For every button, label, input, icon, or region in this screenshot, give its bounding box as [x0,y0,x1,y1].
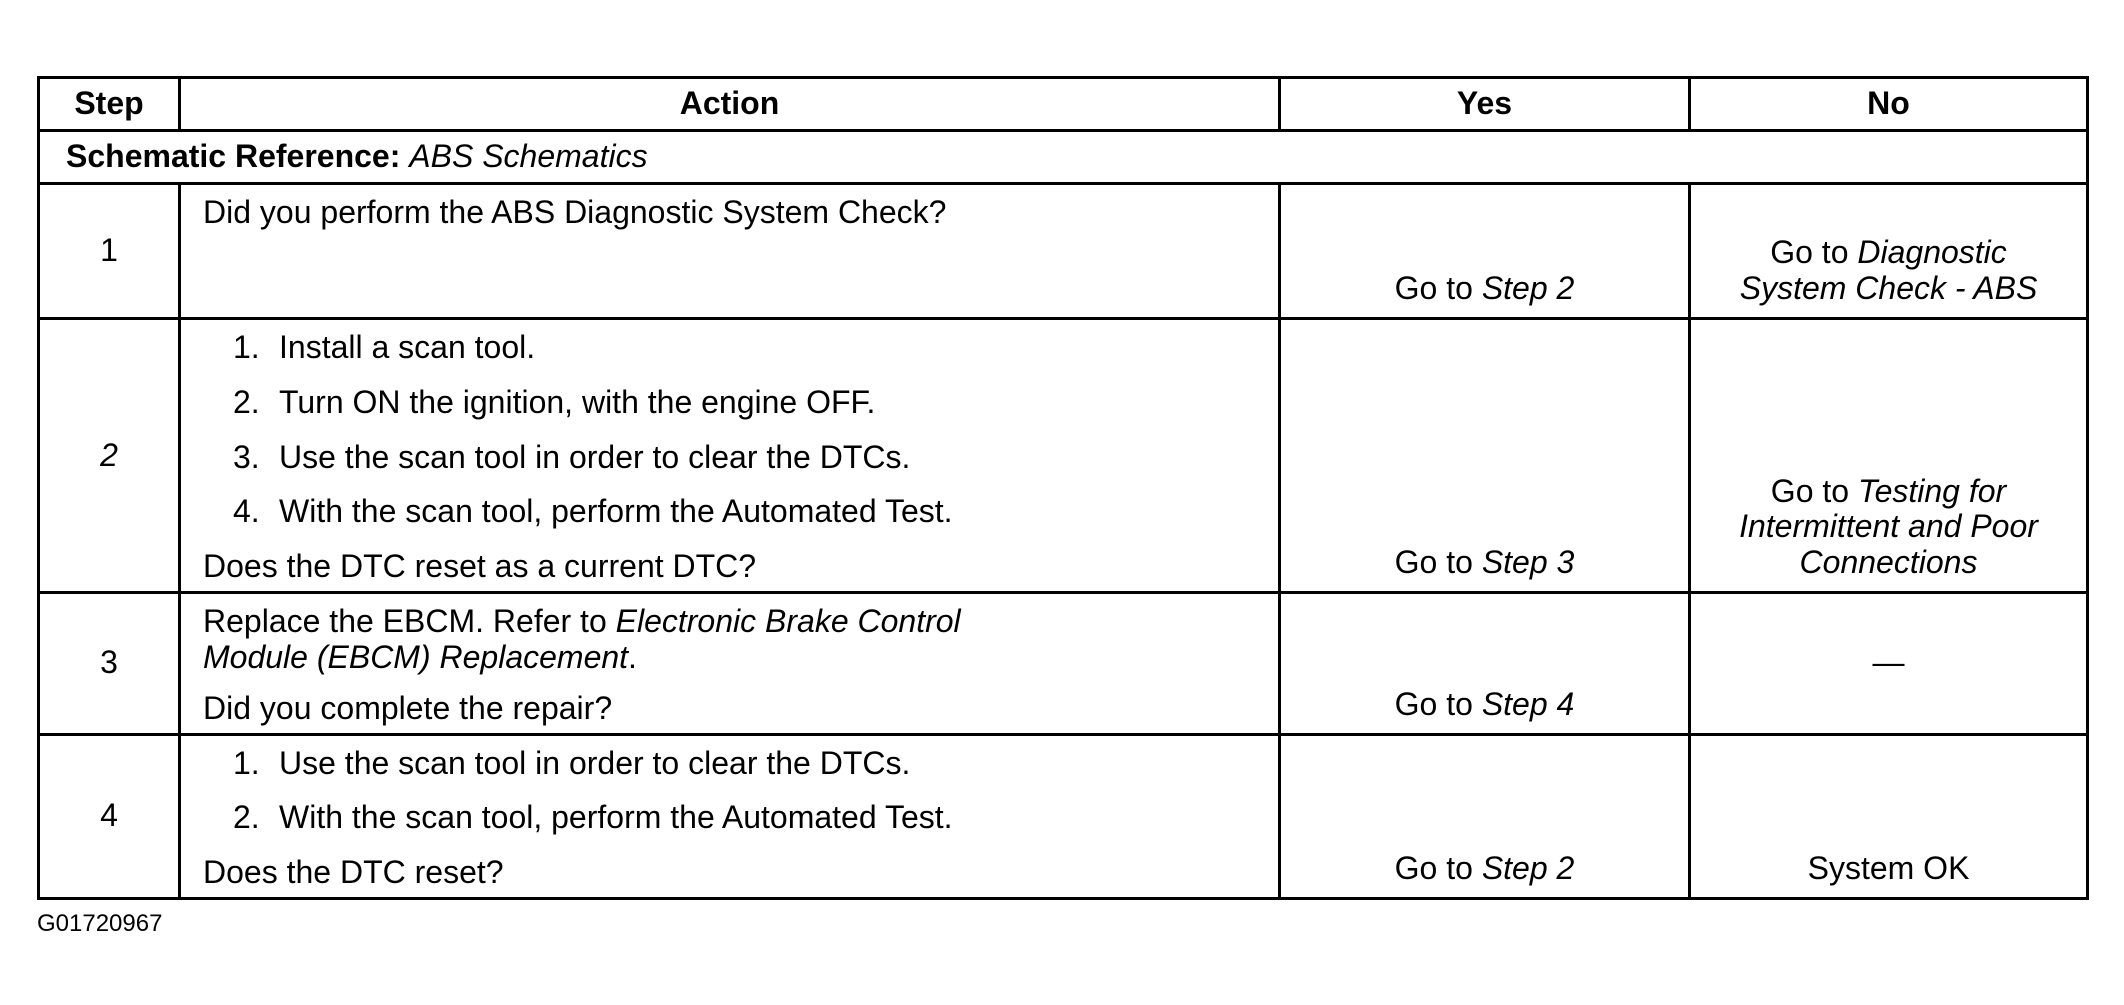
step-number: 3 [39,593,180,734]
list-item-text: With the scan tool, perform the Automated Test. [279,493,953,530]
document-id: G01720967 [37,910,163,937]
header-yes: Yes [1280,78,1690,131]
header-no: No [1690,78,2088,131]
table-row-step-3 [39,593,2088,734]
yes-cell [1280,593,1690,734]
list-item [203,330,1262,366]
action-line [203,604,1262,640]
no-cell [1690,593,2088,734]
list-item-number: 1. [233,744,260,781]
no-prefix: Go to [1770,234,1849,271]
yes-cell [1280,184,1690,319]
action-suffix: . [628,638,637,675]
list-item-text: Install a scan tool. [279,329,536,365]
action-cell [180,734,1280,898]
table-row-step-2 [39,319,2088,593]
step-number: 4 [39,734,180,898]
schematic-reference-cell [39,131,2088,184]
yes-prefix: Go to [1394,270,1473,307]
list-item-number: 3. [233,438,260,475]
yes-cell [1280,734,1690,898]
action-text: Replace the EBCM. Refer to [203,603,607,640]
no-link-system-check[interactable]: System Check - ABS [1739,270,2038,307]
yes-prefix: Go to [1394,685,1473,722]
schematic-reference-link[interactable]: ABS Schematics [409,138,648,175]
yes-step-link[interactable]: Step 2 [1481,270,1575,307]
no-prefix: Go to [1770,472,1850,509]
yes-prefix: Go to [1394,850,1473,887]
list-item [203,440,1262,476]
list-item-text: Turn ON the ignition, with the engine OFF. [279,383,876,420]
no-cell [1690,319,2088,593]
no-value-dash: — [1872,644,1905,681]
diagnostic-table [37,76,2089,900]
yes-step-link[interactable]: Step 2 [1481,850,1575,887]
no-link-intermittent[interactable]: Intermittent and Poor [1739,508,2038,545]
table-row-step-4 [39,734,2088,898]
action-cell [180,319,1280,593]
schematic-reference-label: Schematic Reference: [66,138,401,175]
list-item-number: 4. [233,493,260,530]
step-number: 2 [39,319,180,593]
action-line [203,640,1262,676]
action-cell [180,184,1280,319]
header-action: Action [180,78,1280,131]
no-value: System OK [1807,850,1970,887]
yes-prefix: Go to [1394,544,1473,581]
no-cell [1690,734,2088,898]
list-item [203,800,1262,836]
no-cell [1690,184,2088,319]
schematic-reference-row [39,131,2088,184]
header-step: Step [39,78,180,131]
action-cell [180,593,1280,734]
list-item-text: With the scan tool, perform the Automated Test. [279,799,953,836]
list-item-number: 2. [233,799,260,836]
no-link-testing[interactable]: Testing for [1857,472,2007,509]
action-question: Does the DTC reset? [203,854,504,891]
step-number: 1 [39,184,180,319]
list-item-text: Use the scan tool in order to clear the DTCs. [279,744,911,781]
list-item-number: 2. [233,383,260,420]
table-row-step-1 [39,184,2088,319]
list-item [203,385,1262,421]
spacer [203,676,1262,691]
list-item [203,746,1262,782]
yes-step-link[interactable]: Step 3 [1481,544,1575,581]
action-link-ebcm[interactable]: Electronic Brake Control [615,603,961,640]
list-item [203,494,1262,530]
header-row [39,78,2088,131]
yes-cell [1280,319,1690,593]
no-link-diagnostic[interactable]: Diagnostic [1857,234,2007,271]
list-item-text: Use the scan tool in order to clear the DTCs. [279,438,911,475]
action-link-ebcm-replacement[interactable]: Module (EBCM) Replacement [203,638,629,675]
no-link-connections[interactable]: Connections [1799,544,1978,581]
action-question: Did you perform the ABS Diagnostic System Check? [203,194,947,230]
yes-step-link[interactable]: Step 4 [1481,685,1575,722]
action-question: Did you complete the repair? [203,689,613,726]
action-question: Does the DTC reset as a current DTC? [203,548,757,585]
list-item-number: 1. [233,329,260,365]
